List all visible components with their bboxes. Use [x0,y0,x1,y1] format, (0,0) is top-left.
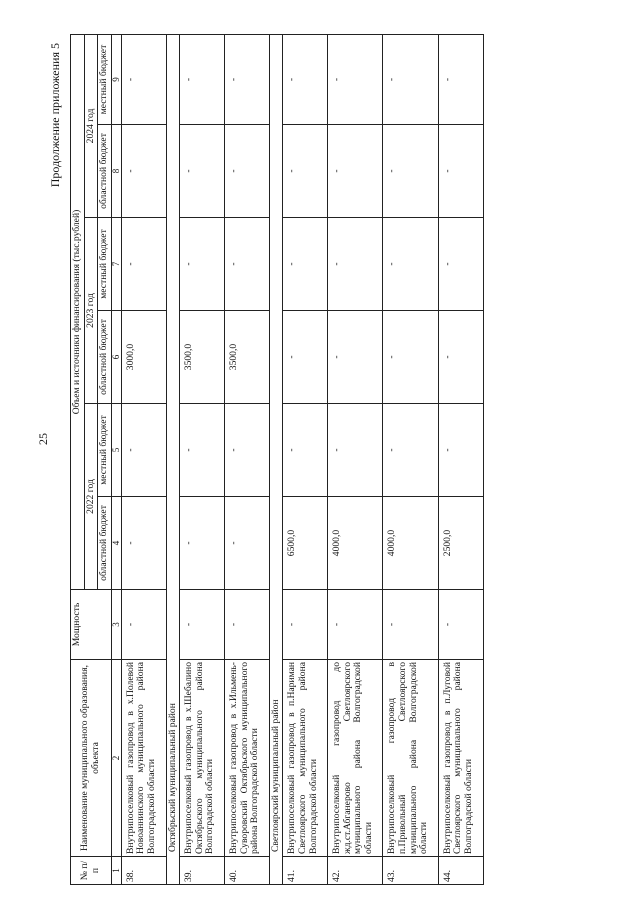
table-row [121,34,166,884]
header-regional-2022: областной бюджет [98,497,112,590]
header-year-2022: 2022 год [84,404,98,590]
header-regional-2024: областной бюджет [98,125,112,218]
object-name: Внутрипоселковый газопровод в п.Нариман Светлоярского муниципального района Волгоградской области [283,660,328,857]
header-regional-2023: областной бюджет [98,311,112,404]
district-row [269,34,283,884]
row-number: 39. [180,857,225,885]
power-value: - [438,590,483,660]
budget-value: - [121,404,166,497]
budget-value: - [328,311,383,404]
budget-value: - [328,34,383,124]
object-name: Внутрипоселковый газопровод до жд.ст.Абганерово Светлоярского муниципального района Волгоградской области [328,660,383,857]
budget-value: 3500,0 [224,311,269,404]
budget-value: - [283,311,328,404]
col-index: 4 [111,497,121,590]
col-index: 2 [111,660,121,857]
budget-value: - [180,497,225,590]
budget-value: - [328,125,383,218]
col-index: 6 [111,311,121,404]
district-name: Октябрьский муниципальный район [166,703,178,852]
budget-value: - [438,125,483,218]
financing-table [70,34,484,885]
header-year-2024: 2024 год [84,34,98,217]
budget-value: - [283,404,328,497]
budget-value: - [283,125,328,218]
budget-value: - [383,125,438,218]
object-name: Внутрипоселковый газопровод в х.Ильмень-Суворовский Октябрьского муниципального района Волгоградской области [224,660,269,857]
row-number: 44. [438,857,483,885]
budget-value: - [328,404,383,497]
budget-value: - [438,404,483,497]
budget-value: 3500,0 [180,311,225,404]
row-number: 41. [283,857,328,885]
budget-value: - [383,34,438,124]
district-row [166,34,180,884]
budget-value: - [121,125,166,218]
budget-value: - [438,218,483,311]
col-index: 3 [111,590,121,660]
header-year-2023: 2023 год [84,218,98,404]
power-value: - [180,590,225,660]
table-row [438,34,483,884]
row-number: 38. [121,857,166,885]
header-name: Наименование муниципального образования, объекта [71,660,112,857]
continuation-label: Продолжение приложения 5 [48,43,62,188]
budget-value: - [224,404,269,497]
budget-value: 4000,0 [328,497,383,590]
power-value: - [224,590,269,660]
table-body [121,34,483,884]
object-name: Внутрипоселковый газопровод в х.Полевой Новоаннинского муниципального района Волгоградской области [121,660,166,857]
power-value: - [328,590,383,660]
budget-value: - [121,218,166,311]
header-financing: Объем и источники финансирования (тыс.рублей) [71,34,85,589]
budget-value: - [121,497,166,590]
budget-value: - [180,125,225,218]
budget-value: - [383,404,438,497]
budget-value: 3000,0 [121,311,166,404]
header-local-2022: местный бюджет [98,404,112,497]
rotated-page [48,35,640,885]
header-local-2024: местный бюджет [98,34,112,124]
budget-value: - [180,404,225,497]
col-index: 7 [111,218,121,311]
budget-value: - [283,34,328,124]
budget-value: - [121,34,166,124]
budget-value: - [283,218,328,311]
budget-value: 6500,0 [283,497,328,590]
power-value: - [283,590,328,660]
object-name: Внутрипоселковый газопровод в п.Привольный Светлоярского муниципального района Волгоградской области [383,660,438,857]
object-name: Внутрипоселковый газопровод в х.Шебалино Октябрьского муниципального района Волгоградской области [180,660,225,857]
col-index: 9 [111,34,121,124]
district-name: Светлоярский муниципальный район [269,699,281,852]
budget-value: - [224,218,269,311]
page-number: 25 [36,433,50,445]
table-row [180,34,225,884]
header-local-2023: местный бюджет [98,218,112,311]
power-value: - [121,590,166,660]
budget-value: - [383,218,438,311]
row-number: 43. [383,857,438,885]
budget-value: - [224,125,269,218]
budget-value: - [383,311,438,404]
budget-value: - [180,34,225,124]
table-row [383,34,438,884]
table-row [283,34,328,884]
table-row [224,34,269,884]
budget-value: - [224,34,269,124]
table-row [328,34,383,884]
header-no: № п/п [71,857,112,885]
col-index: 5 [111,404,121,497]
col-index: 1 [111,857,121,885]
col-index: 8 [111,125,121,218]
power-value: - [383,590,438,660]
header-power: Мощность [71,590,112,660]
budget-value: - [328,218,383,311]
budget-value: 4000,0 [383,497,438,590]
object-name: Внутрипоселковый газопровод в п.Луговой Светлоярского муниципального района Волгоградской области [438,660,483,857]
budget-value: - [180,218,225,311]
budget-value: - [438,34,483,124]
budget-value: - [224,497,269,590]
budget-value: - [438,311,483,404]
row-number: 42. [328,857,383,885]
budget-value: 2500,0 [438,497,483,590]
row-number: 40. [224,857,269,885]
